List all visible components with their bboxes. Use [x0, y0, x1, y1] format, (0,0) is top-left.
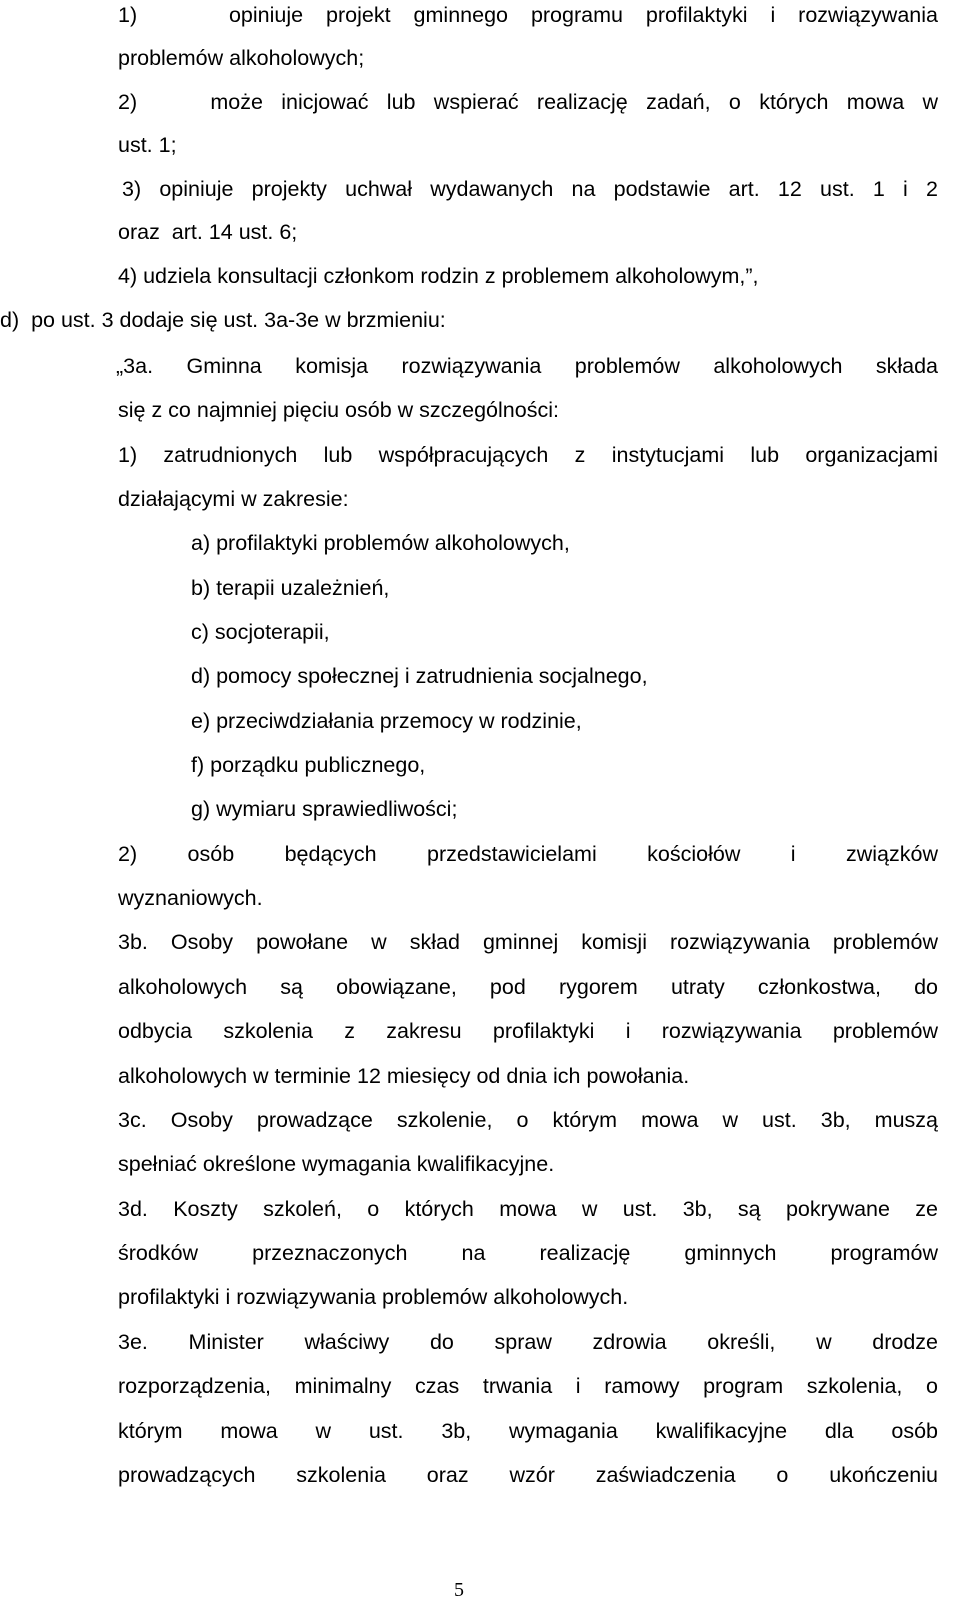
list-item: b) terapii uzależnień,: [191, 576, 390, 600]
text-line: problemów alkoholowych;: [118, 46, 365, 70]
text-line: działającymi w zakresie:: [118, 487, 349, 511]
text-line: 3) opiniuje projekty uchwał wydawanych na podstawie art. 12 ust. 1 i 2: [122, 177, 938, 201]
text-line: alkoholowych są obowiązane, pod rygorem utraty członkostwa, do: [118, 975, 938, 999]
text-line: spełniać określone wymagania kwalifikacyjne.: [118, 1152, 555, 1176]
text-line: ust. 1;: [118, 133, 177, 157]
text-line: odbycia szkolenia z zakresu profilaktyki i rozwiązywania problemów: [118, 1019, 938, 1043]
text-line: alkoholowych w terminie 12 miesięcy od dnia ich powołania.: [118, 1064, 690, 1088]
text-line: 3d. Koszty szkoleń, o których mowa w ust. 3b, są pokrywane ze: [118, 1197, 938, 1221]
text-line: wyznaniowych.: [118, 886, 263, 910]
text-line: rozporządzenia, minimalny czas trwania i ramowy program szkolenia, o: [118, 1374, 938, 1398]
text-line: 3b. Osoby powołane w skład gminnej komisji rozwiązywania problemów: [118, 930, 938, 954]
text-line: d) po ust. 3 dodaje się ust. 3a-3e w brzmieniu:: [0, 308, 446, 332]
text-line: prowadzących szkolenia oraz wzór zaświadczenia o ukończeniu: [118, 1463, 938, 1487]
list-item: e) przeciwdziałania przemocy w rodzinie,: [191, 709, 582, 733]
text-line: 2) osób będących przedstawicielami kościołów i związków: [118, 842, 938, 866]
text-line: 1) opiniuje projekt gminnego programu profilaktyki i rozwiązywania: [118, 3, 938, 27]
list-item: c) socjoterapii,: [191, 620, 330, 644]
list-item: d) pomocy społecznej i zatrudnienia socjalnego,: [191, 664, 648, 688]
list-item: a) profilaktyki problemów alkoholowych,: [191, 531, 570, 555]
page-number: 5: [454, 1579, 464, 1601]
text-line: „3a. Gminna komisja rozwiązywania problemów alkoholowych składa: [116, 354, 938, 378]
text-line: 1) zatrudnionych lub współpracujących z instytucjami lub organizacjami: [118, 443, 938, 467]
text-line: 2) może inicjować lub wspierać realizację zadań, o których mowa w: [118, 90, 938, 114]
list-item: f) porządku publicznego,: [191, 753, 426, 777]
text-line: 3c. Osoby prowadzące szkolenie, o którym mowa w ust. 3b, muszą: [118, 1108, 938, 1132]
text-line: 4) udziela konsultacji członkom rodzin z problemem alkoholowym,”,: [118, 264, 759, 288]
text-line: oraz art. 14 ust. 6;: [118, 220, 298, 244]
text-line: 3e. Minister właściwy do spraw zdrowia określi, w drodze: [118, 1330, 938, 1354]
text-line: się z co najmniej pięciu osób w szczególności:: [118, 398, 559, 422]
text-line: profilaktyki i rozwiązywania problemów alkoholowych.: [118, 1285, 629, 1309]
list-item: g) wymiaru sprawiedliwości;: [191, 797, 458, 821]
text-line: którym mowa w ust. 3b, wymagania kwalifikacyjne dla osób: [118, 1419, 938, 1443]
text-line: środków przeznaczonych na realizację gminnych programów: [118, 1241, 938, 1265]
